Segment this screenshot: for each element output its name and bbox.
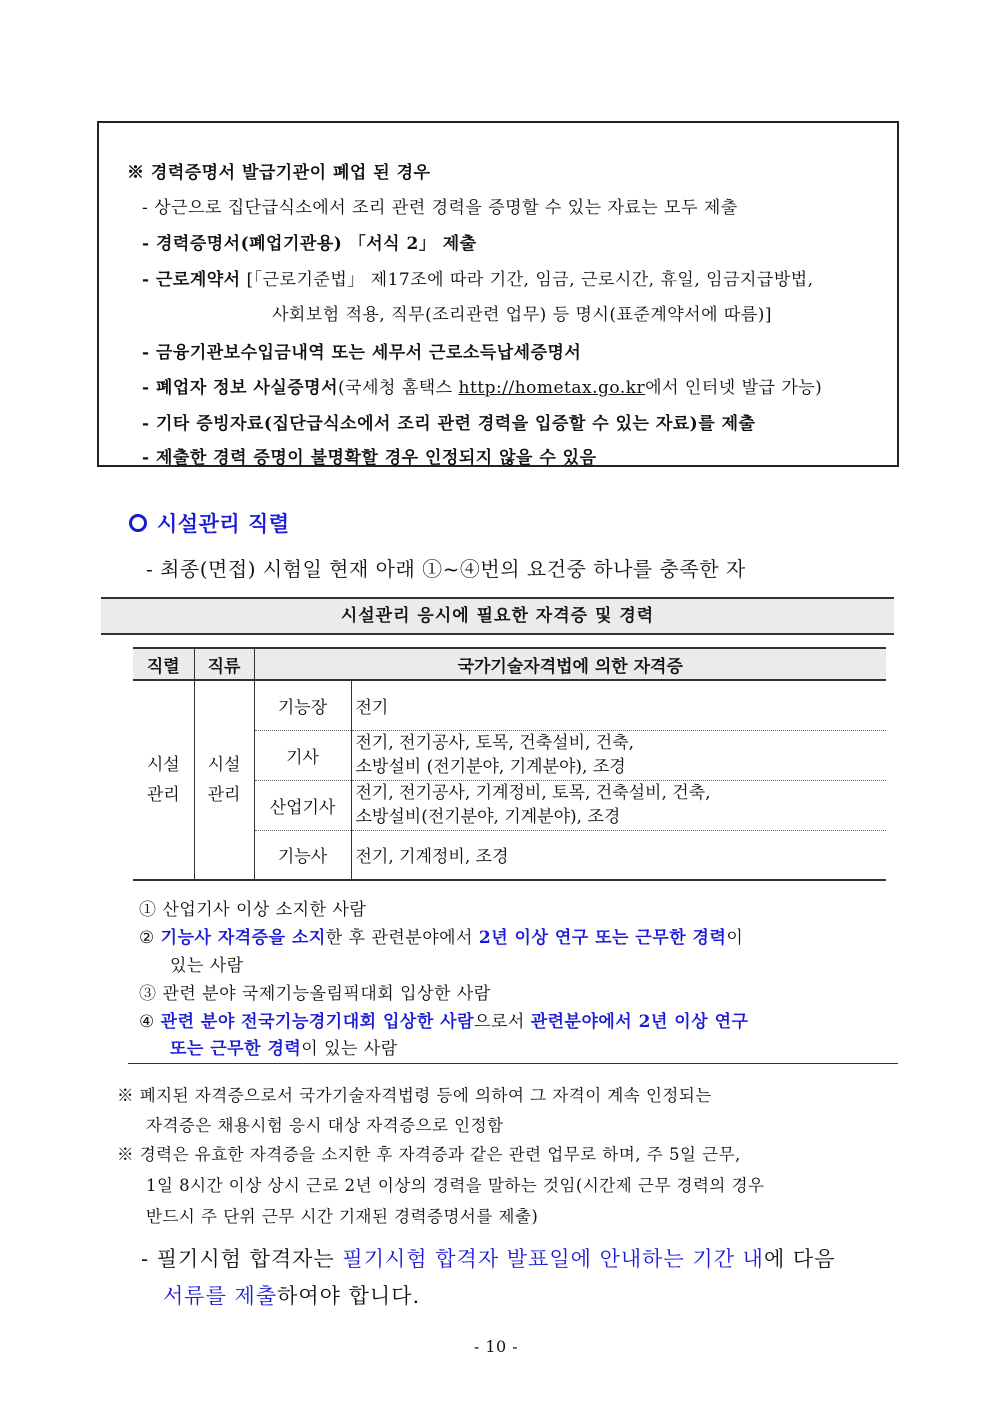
notice-line-5-post: 에서 인터넷 발급 가능) [645, 378, 823, 398]
job-class-line-1: 시설 [207, 755, 241, 775]
requirement-2 [139, 923, 743, 948]
qualification-table [133, 647, 886, 881]
requirement-4-cont [170, 1034, 398, 1059]
requirement-4-num: ④ [139, 1012, 161, 1032]
requirement-4-highlight-cont: 또는 근무한 경력 [170, 1039, 302, 1059]
header-certificates: 국가기술자격법에 의한 자격증 [254, 648, 886, 680]
notice-line-5-bold: - 폐업자 정보 사실증명서 [142, 378, 339, 398]
note-2: ※ 경력은 유효한 자격증을 소지한 후 자격증과 같은 관련 업무로 하며, 주 5일 근무, [117, 1145, 741, 1164]
certs-line-1: 전기, 전기공사, 기계정비, 토목, 건축설비, 건축, [355, 783, 711, 803]
divider [128, 1063, 898, 1064]
table-row [133, 680, 886, 730]
notice-line-4: - 금융기관보수입금내역 또는 세무서 근로소득납세증명서 [142, 343, 582, 363]
note-1: ※ 폐지된 자격증으로서 국가기술자격법령 등에 의하여 그 자격이 계속 인정되는 [117, 1086, 712, 1105]
section-heading [129, 508, 290, 538]
certs-cell [351, 730, 886, 780]
header-job-series: 직렬 [133, 648, 194, 680]
note-2-cont-2: 반드시 주 단위 근무 시간 기재된 경력증명서를 제출) [146, 1207, 539, 1226]
notice-line-5 [142, 373, 822, 398]
requirement-4-highlight-a: 관련 분야 전국기능경기대회 입상한 사람 [160, 1012, 475, 1032]
requirement-4-text-b: 으로서 [474, 1012, 531, 1032]
note-1-cont: 자격증은 채용시험 응시 대상 자격증으로 인정함 [146, 1116, 504, 1135]
grade-cell: 산업기사 [254, 780, 351, 830]
certs-cell: 전기, 기계정비, 조경 [351, 830, 886, 880]
final-text-c: 에 다음 [763, 1247, 836, 1271]
requirement-3: ③ 관련 분야 국제기능올림픽대회 입상한 사람 [139, 984, 491, 1004]
notice-line-5-pre: (국세청 홈택스 [338, 378, 459, 398]
notice-line-2: - 경력증명서(폐업기관용) 「서식 2」 제출 [142, 234, 477, 254]
notice-line-6: - 기타 증빙자료(집단급식소에서 조리 관련 경력을 입증할 수 있는 자료)를 제출 [142, 414, 756, 434]
header-job-class: 직류 [194, 648, 254, 680]
final-instruction-cont [163, 1280, 420, 1310]
certs-cell [351, 780, 886, 830]
requirement-2-text-b: 한 후 관련분야에서 [325, 928, 479, 948]
job-class-line-2: 관리 [207, 785, 241, 805]
table-header-row [133, 648, 886, 680]
table-title: 시설관리 응시에 필요한 자격증 및 경력 [101, 597, 894, 635]
notice-line-3-bold: - 근로계약서 [142, 270, 241, 290]
notice-line-3-cont: 사회보험 적용, 직무(조리관련 업무) 등 명시(표준계약서에 따름)] [272, 305, 773, 325]
notice-line-1: - 상근으로 집단급식소에서 조리 관련 경력을 증명할 수 있는 자료는 모두 제출 [142, 198, 738, 218]
page-number: - 10 - [473, 1337, 519, 1356]
requirement-2-text-d: 이 [726, 928, 744, 948]
grade-cell: 기사 [254, 730, 351, 780]
section-intro: - 최종(면접) 시험일 현재 아래 ①~④번의 요건중 하나를 충족한 자 [146, 557, 746, 581]
notice-line-7: - 제출한 경력 증명이 불명확할 경우 인정되지 않을 수 있음 [142, 448, 597, 468]
hometax-link[interactable]: http://hometax.go.kr [458, 378, 646, 398]
final-text-a: - 필기시험 합격자는 [141, 1247, 343, 1271]
requirement-2-num: ② [139, 928, 161, 948]
requirement-2-highlight-c: 2년 이상 연구 또는 근무한 경력 [478, 928, 727, 948]
final-highlight-d: 서류를 제출 [163, 1284, 278, 1308]
job-series-line-1: 시설 [146, 755, 180, 775]
final-text-e: 하여야 합니다. [277, 1284, 421, 1308]
requirement-4 [139, 1007, 748, 1032]
grade-cell: 기능사 [254, 830, 351, 880]
notice-line-3 [142, 265, 814, 290]
final-instruction [141, 1243, 836, 1273]
section-title: 시설관리 직렬 [157, 511, 290, 536]
circle-bullet-icon [129, 514, 147, 532]
notice-heading: ※ 경력증명서 발급기관이 폐업 된 경우 [127, 163, 431, 183]
job-series-cell [133, 680, 194, 880]
job-class-cell [194, 680, 254, 880]
grade-cell: 기능장 [254, 680, 351, 730]
requirement-1: ① 산업기사 이상 소지한 사람 [139, 900, 367, 920]
job-series-line-2: 관리 [146, 785, 180, 805]
note-2-cont-1: 1일 8시간 이상 상시 근로 2년 이상의 경력을 말하는 것임(시간제 근무 경력의 경우 [146, 1176, 765, 1195]
certs-cell: 전기 [351, 680, 886, 730]
requirement-4-highlight-c: 관련분야에서 2년 이상 연구 [530, 1012, 749, 1032]
requirement-4-text-cont: 이 있는 사람 [301, 1039, 398, 1059]
requirement-2-highlight-a: 기능사 자격증을 소지 [160, 928, 326, 948]
certs-line-1: 전기, 전기공사, 토목, 건축설비, 건축, [355, 733, 635, 753]
certs-line-2: 소방설비(전기분야, 기계분야), 조경 [355, 807, 621, 827]
certs-line-2: 소방설비 (전기분야, 기계분야), 조경 [355, 757, 626, 777]
notice-line-3-rest: [「근로기준법」 제17조에 따라 기간, 임금, 근로시간, 휴일, 임금지급방법, [240, 270, 814, 290]
final-highlight-b: 필기시험 합격자 발표일에 안내하는 기간 내 [342, 1247, 764, 1271]
requirement-2-cont: 있는 사람 [170, 956, 244, 976]
